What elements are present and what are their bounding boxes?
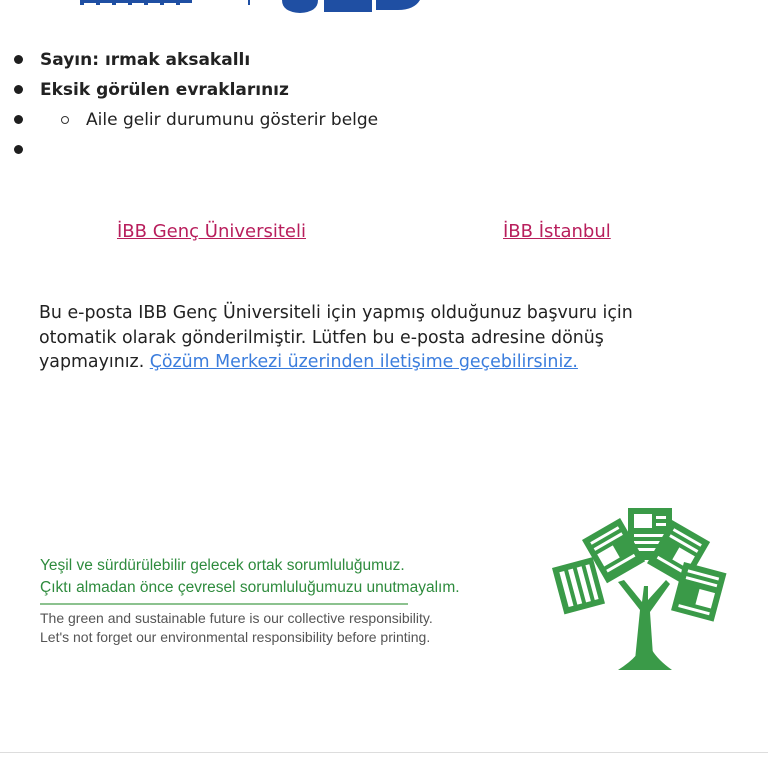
auto-email-notice (39, 301, 679, 375)
list-item (0, 134, 768, 164)
green-message-en-line2: Let's not forget our environmental responsibility before printing. (40, 629, 431, 645)
missing-docs-heading: Eksik görülen evraklarınız (40, 80, 289, 100)
bullet-icon (14, 145, 23, 154)
green-message-tr-line2: Çıktı almadan önce çevresel sorumluluğumuzu unutmayalım. (40, 579, 460, 596)
ibb-genc-universiteli-link[interactable]: İBB Genç Üniversiteli (117, 221, 306, 242)
ibb-istanbul-link[interactable]: İBB İstanbul (503, 221, 611, 242)
paper-tree-icon (548, 500, 738, 676)
list-item (0, 44, 768, 74)
green-divider (40, 603, 408, 605)
list-item (0, 74, 768, 104)
green-message-tr-line1: Yeşil ve sürdürülebilir gelecek ortak sorumluluğumuz. (40, 557, 405, 574)
greeting (40, 49, 250, 71)
bullet-icon (14, 115, 23, 124)
recipient-name: ırmak aksakallı (104, 50, 251, 70)
green-message-en-line1: The green and sustainable future is our collective responsibility. (40, 610, 433, 626)
list-item (0, 104, 768, 134)
bullet-icon (14, 85, 23, 94)
header-logo-cropped (0, 0, 768, 14)
notice-text: Bu e-posta IBB Genç Üniversiteli için yapmış olduğunuz başvuru için otomatik olarak gönderilmiştir. Lütfen bu e-posta adresine dönüş yapmayınız. (39, 303, 633, 372)
greeting-label: Sayın: (40, 50, 100, 70)
bottom-divider (0, 752, 768, 753)
missing-doc-item: Aile gelir durumunu gösterir belge (86, 110, 379, 130)
bullet-icon (14, 55, 23, 64)
solution-center-link[interactable]: Çözüm Merkezi üzerinden iletişime geçebilirsiniz. (149, 352, 578, 372)
footer-links (0, 220, 768, 246)
sub-bullet-icon (61, 116, 69, 124)
